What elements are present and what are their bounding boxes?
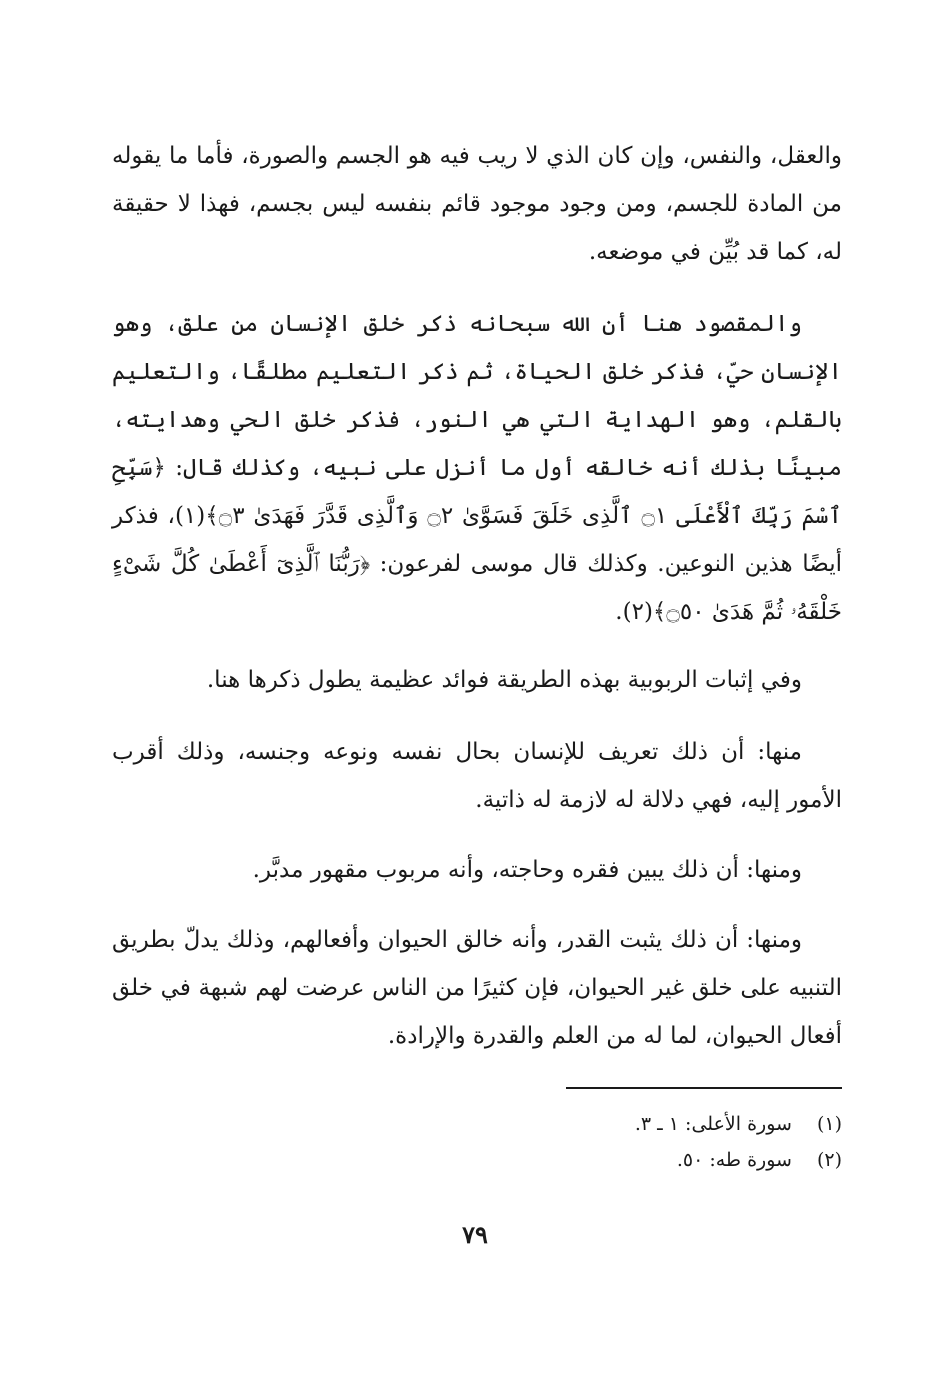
footnote-separator (566, 1087, 842, 1089)
paragraph-1 (112, 132, 842, 276)
page-number: ٧٩ (462, 1220, 488, 1249)
paragraph-2 (112, 300, 842, 636)
paragraph-text: ومنها: أن ذلك يثبت القدر، وأنه خالق الحيوان وأفعالهم، وذلك يدلّ بطريق التنبيه على خلق غير الحيوان، فإن كثيرًا من الناس عرضت لهم شبهة في خلق أفعال الحيوان، لما له من العلم والقدرة والإرادة. (112, 927, 842, 1049)
footnote-number: (٢) (816, 1149, 842, 1171)
footnote-text: سورة الأعلى: ١ ـ ٣. (634, 1113, 792, 1135)
footnotes (450, 1106, 842, 1178)
paragraph-6 (112, 916, 842, 1060)
paragraph-text: والمقصود هنا أن الله سبحانه ذكر خلق الإنسان من علق، وهو الإنسان حيّ، فذكر خلق الحياة، ثم ذكر التعليم مطلقًا، والتعليم بالقلم، وهو الهداية التي هي النور، فذكر خلق الحي وهدايته، مبينًا بذلك أنه خالقه أول ما أنزل على نبيه، وكذلك قال: ﴿سَبِّحِ ٱسْمَ رَبِّكَ ٱلْأَعْلَى ۝١ ٱلَّذِى خَلَقَ فَسَوَّىٰ ۝٢ وَٱلَّذِى قَدَّرَ فَهَدَىٰ ۝٣﴾(١)، فذكر أيضًا هذين النوعين. وكذلك قال موسى لفرعون: ﴿رَبُّنَا ٱلَّذِىٓ أَعْطَىٰ كُلَّ شَىْءٍ خَلْقَهُۥ ثُمَّ هَدَىٰ ۝٥٠﴾(٢). (112, 311, 842, 625)
footnote-text: سورة طه: ٥٠. (676, 1149, 792, 1171)
footnote-number: (١) (816, 1113, 842, 1135)
paragraph-3 (112, 656, 842, 704)
paragraph-text: ومنها: أن ذلك يبين فقره وحاجته، وأنه مربوب مقهور مدبَّر. (252, 857, 802, 883)
paragraph-text: وفي إثبات الربوبية بهذه الطريقة فوائد عظيمة يطول ذكرها هنا. (206, 667, 802, 693)
paragraph-text: والعقل، والنفس، وإن كان الذي لا ريب فيه هو الجسم والصورة، فأما ما يقوله من المادة للجسم، ومن وجود موجود قائم بنفسه ليس بجسم، فهذا لا حقيقة له، كما قد بُيِّن في موضعه. (112, 143, 842, 265)
footnote-1 (450, 1106, 842, 1142)
footnote-2 (450, 1142, 842, 1178)
paragraph-text: منها: أن ذلك تعريف للإنسان بحال نفسه ونوعه وجنسه، وذلك أقرب الأمور إليه، فهي دلالة له لازمة له ذاتية. (112, 739, 842, 813)
paragraph-5 (112, 846, 842, 894)
paragraph-4 (112, 728, 842, 824)
